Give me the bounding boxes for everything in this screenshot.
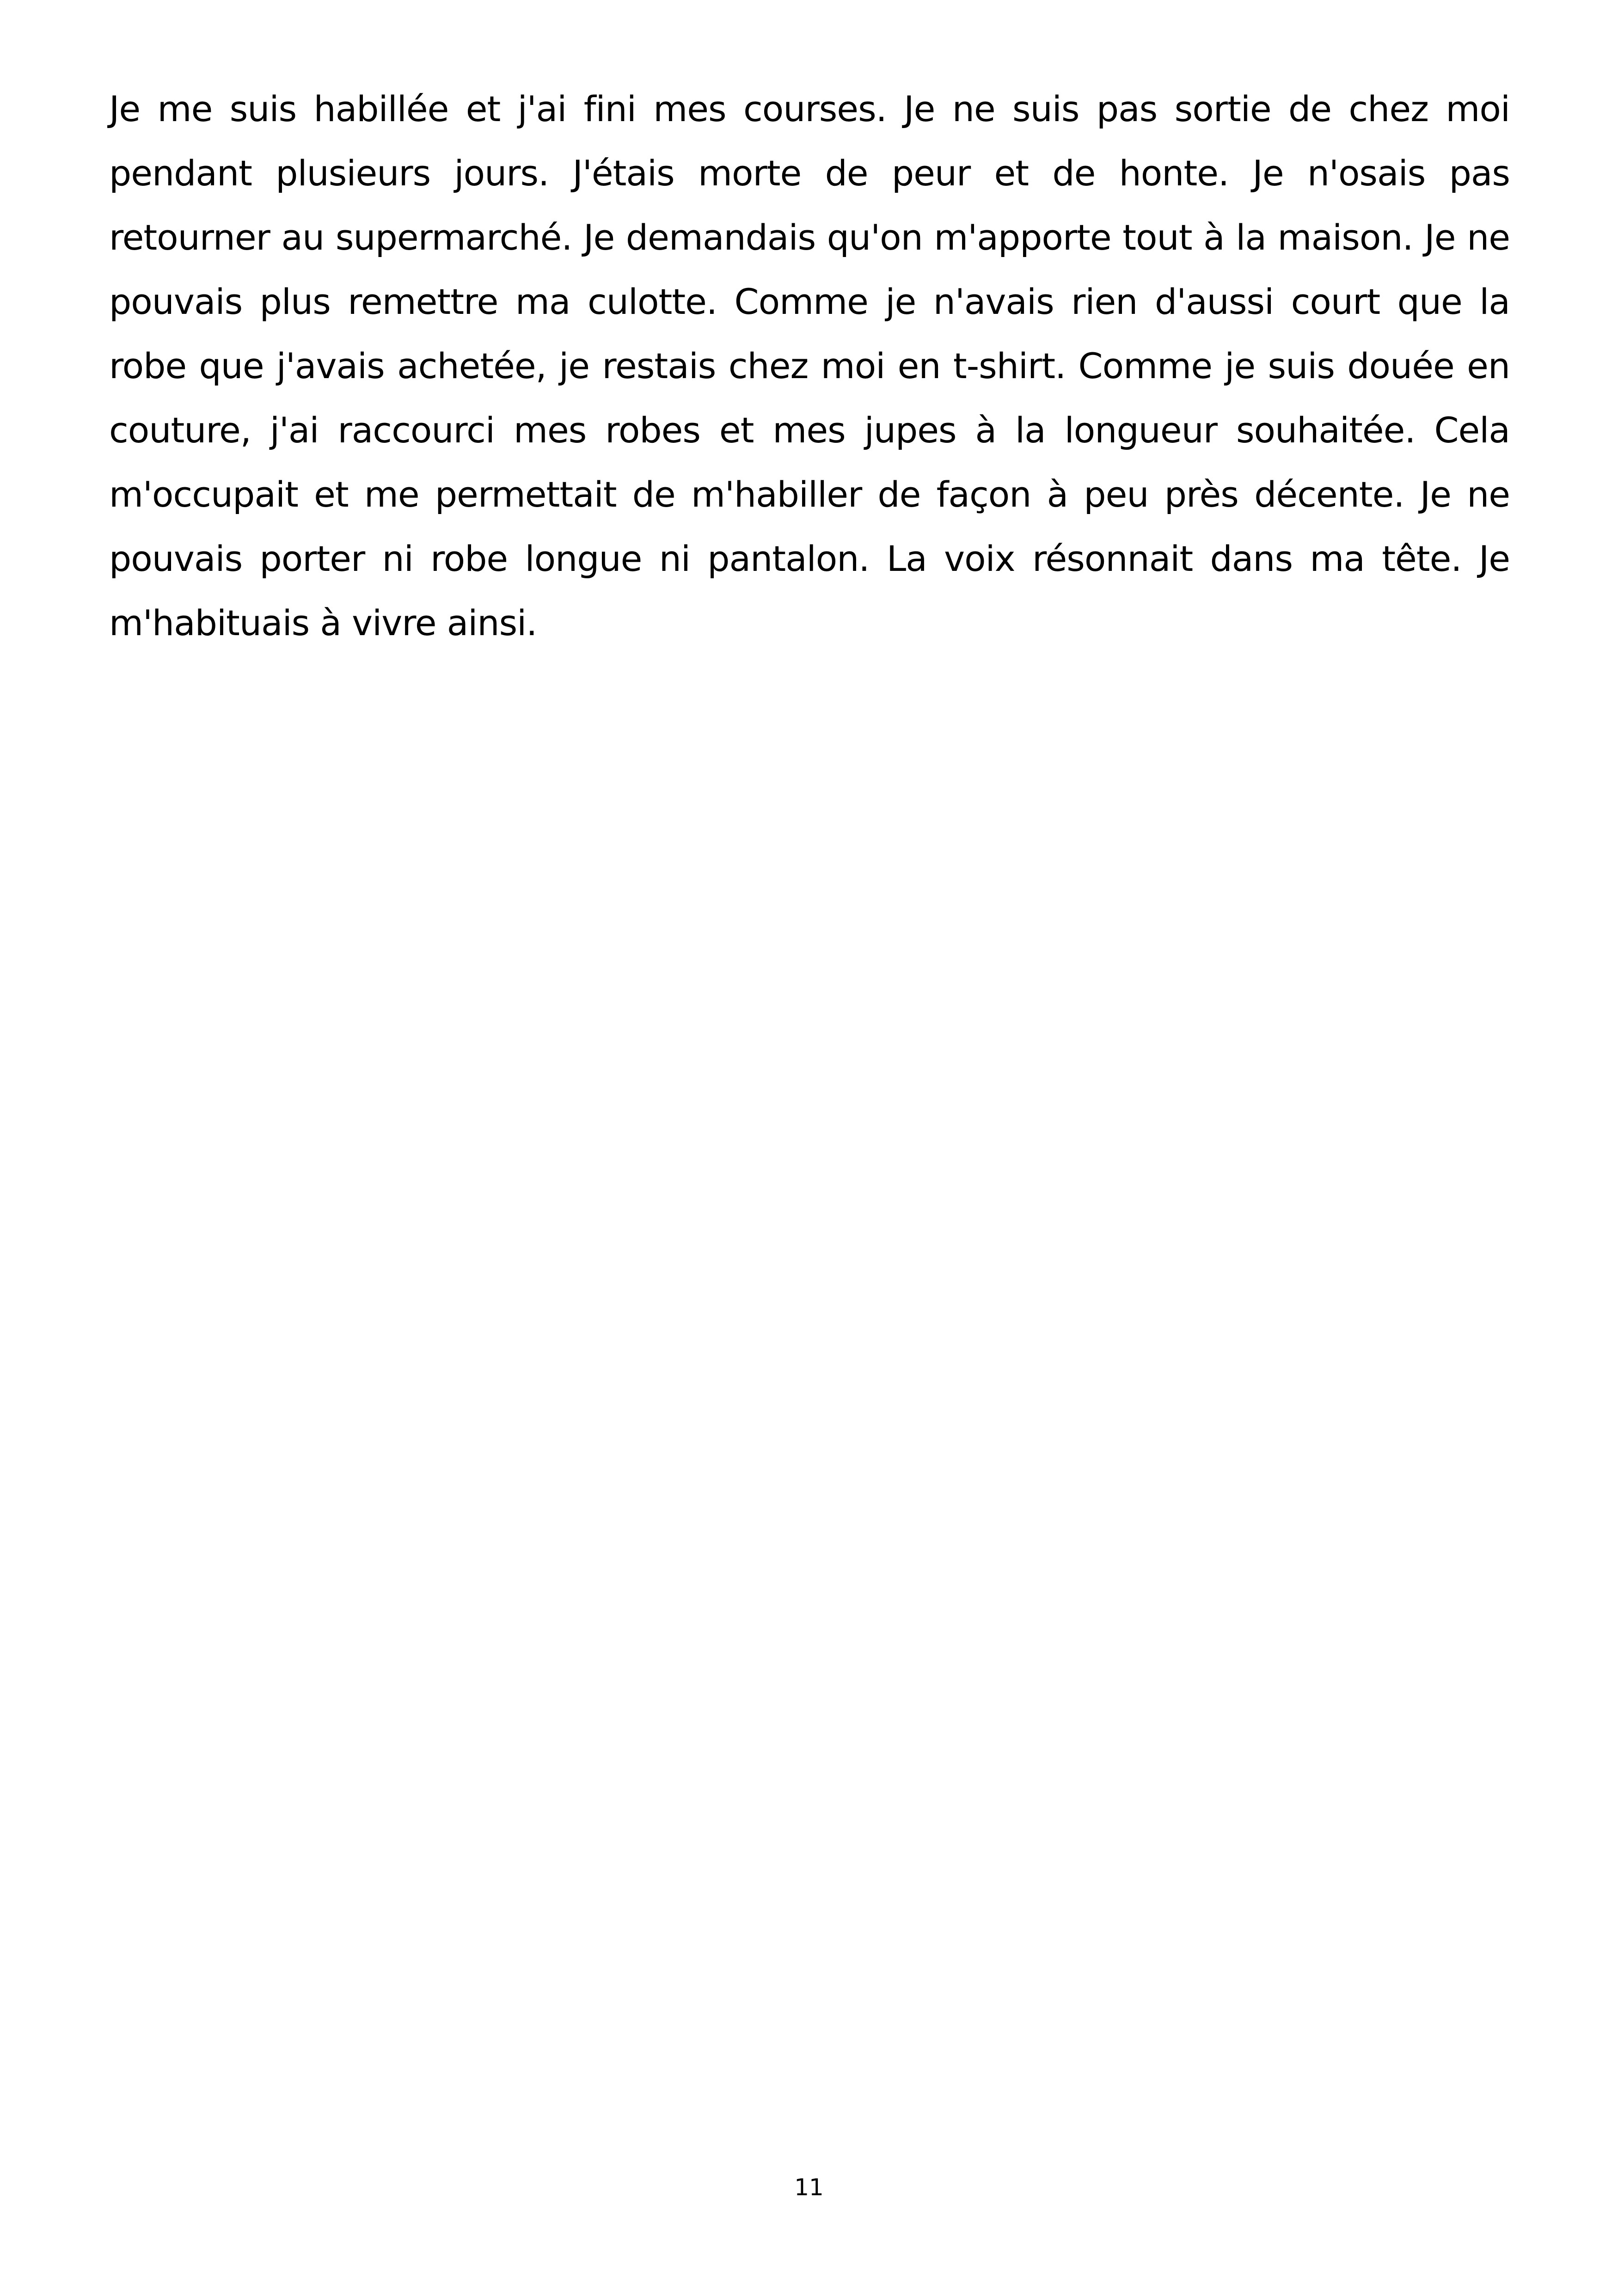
page-number: 11 [794, 2174, 824, 2201]
body-paragraph: Je me suis habillée et j'ai fini mes courses. Je ne suis pas sortie de chez moi pendant plusieurs jours. J'étais morte de peur et de honte. Je n'osais pas retourner au supermarché. Je demandais qu'on m'apporte tout à la maison. Je ne pouvais plus remettre ma culotte. Comme je n'avais rien d'aussi court que la robe que j'avais achetée, je restais chez moi en t-shirt. Comme je suis douée en couture, j'ai raccourci mes robes et mes jupes à la longueur souhaitée. Cela m'occupait et me permettait de m'habiller de façon à peu près décente. Je ne pouvais porter ni robe longue ni pantalon. La voix résonnait dans ma tête. Je m'habituais à vivre ainsi. [109, 88, 1510, 643]
